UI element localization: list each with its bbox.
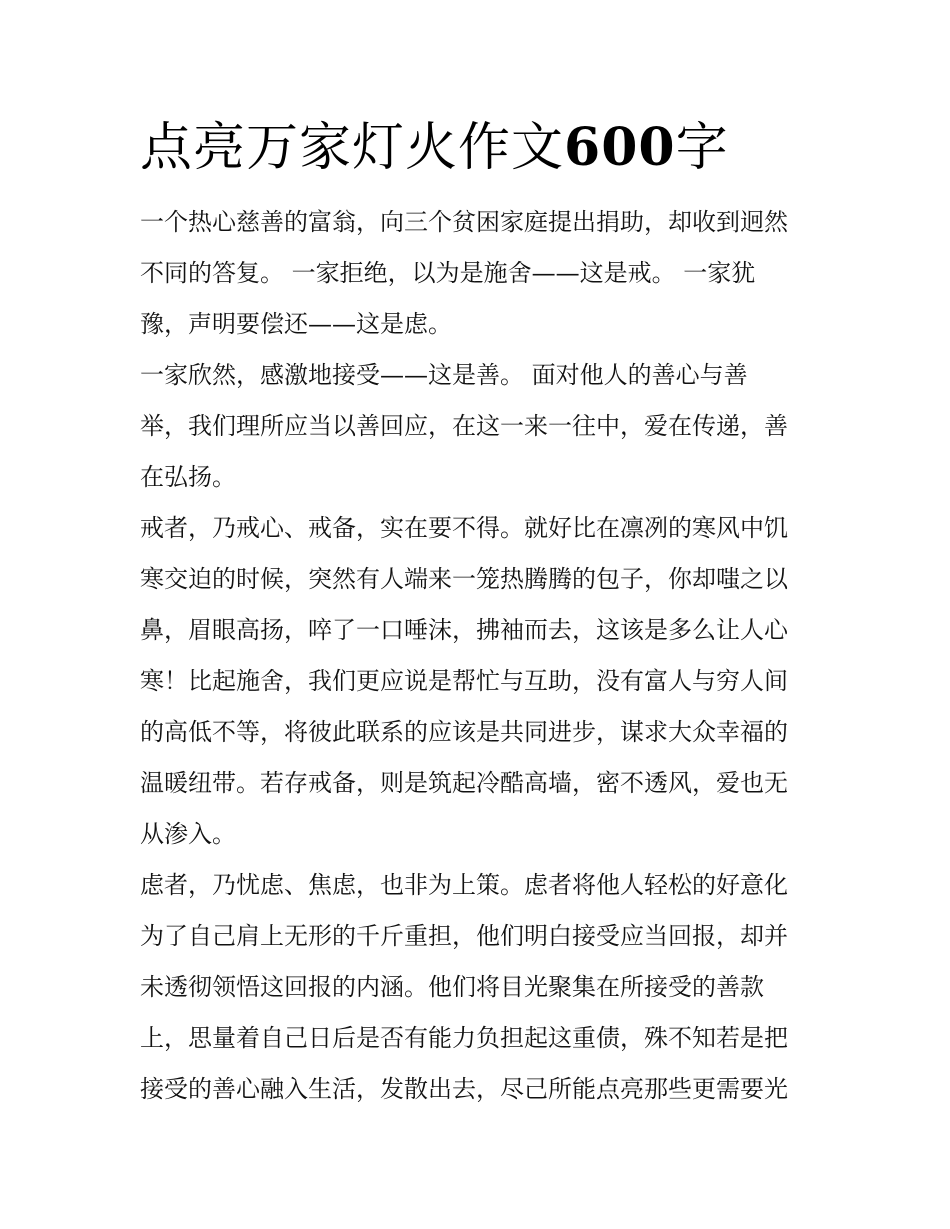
- text-line: 豫，声明要偿还——这是虑。: [140, 310, 452, 338]
- text-line: 举，我们理所应当以善回应，在这一来一往中，爱在传递，善: [140, 412, 788, 440]
- text-line: 为了自己肩上无形的千斤重担，他们明白接受应当回报，却并: [140, 922, 788, 950]
- text-line: 未透彻领悟这回报的内涵。他们将目光聚集在所接受的善款: [140, 973, 764, 1001]
- text-line: 的高低不等，将彼此联系的应该是共同进步，谋求大众幸福的: [140, 718, 788, 746]
- title-prefix: 点亮万家灯火作文: [140, 118, 565, 178]
- title-suffix: 字: [675, 118, 729, 178]
- text-line: 上，思量着自己日后是否有能力负担起这重债，殊不知若是把: [140, 1024, 788, 1052]
- text-line: 接受的善心融入生活，发散出去，尽己所能点亮那些更需要光: [140, 1075, 788, 1103]
- text-line: 虑者，乃忧虑、焦虑，也非为上策。虑者将他人轻松的好意化: [140, 871, 788, 899]
- paragraph-3: [140, 503, 812, 860]
- text-line: 温暖纽带。若存戒备，则是筑起冷酷高墙，密不透风，爱也无: [140, 769, 788, 797]
- text-line: 戒者，乃戒心、戒备，实在要不得。就好比在凛冽的寒风中饥: [140, 514, 788, 542]
- paragraph-2: [140, 350, 812, 503]
- title-number: 600: [564, 117, 676, 178]
- text-line: 从渗入。: [140, 820, 236, 848]
- text-line: 一个热心慈善的富翁，向三个贫困家庭提出捐助，却收到迥然: [140, 208, 788, 236]
- text-line: 寒！比起施舍，我们更应说是帮忙与互助，没有富人与穷人间: [140, 667, 788, 695]
- article-body: [140, 197, 812, 1115]
- paragraph-1: [140, 197, 812, 350]
- paragraph-4: [140, 860, 812, 1115]
- text-line: 在弘扬。: [140, 463, 236, 491]
- text-line: 鼻，眉眼高扬，啐了一口唾沫，拂袖而去，这该是多么让人心: [140, 616, 788, 644]
- text-line: 不同的答复。 一家拒绝，以为是施舍——这是戒。 一家犹: [140, 259, 756, 287]
- text-line: 寒交迫的时候，突然有人端来一笼热腾腾的包子，你却嗤之以: [140, 565, 788, 593]
- text-line: 一家欣然，感激地接受——这是善。 面对他人的善心与善: [140, 361, 748, 389]
- page-title: [140, 112, 729, 184]
